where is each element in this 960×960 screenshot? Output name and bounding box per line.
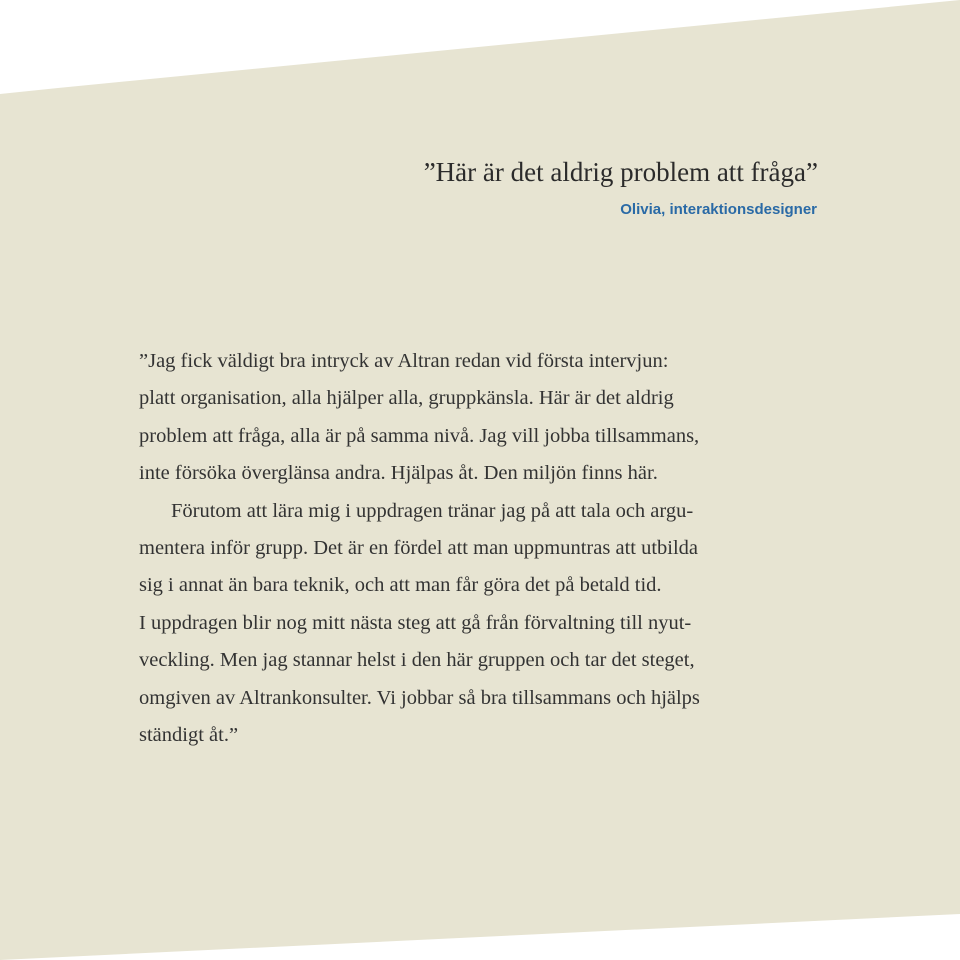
- body-line: ”Jag fick väldigt bra intryck av Altran redan vid första intervjun:: [139, 350, 669, 372]
- body-line: veckling. Men jag stannar helst i den här gruppen och tar det steget,: [139, 649, 695, 672]
- quote-headline: ”Här är det aldrig problem att fråga”: [423, 157, 818, 187]
- body-line: mentera inför grupp. Det är en fördel att man uppmuntras att utbilda: [139, 536, 699, 559]
- body-text: [139, 343, 819, 754]
- quote-attribution: Olivia, interaktionsdesigner: [620, 201, 817, 218]
- body-line: problem att fråga, alla är på samma nivå. Jag vill jobba tillsammans,: [139, 424, 700, 447]
- body-line: I uppdragen blir nog mitt nästa steg att gå från förvaltning till nyut-: [139, 611, 692, 634]
- body-line: omgiven av Altrankonsulter. Vi jobbar så bra tillsammans och hjälps: [139, 686, 700, 709]
- body-line: sig i annat än bara teknik, och att man får göra det på betald tid.: [139, 574, 662, 597]
- body-line: platt organisation, alla hjälper alla, gruppkänsla. Här är det aldrig: [139, 387, 674, 410]
- body-line: inte försöka överglänsa andra. Hjälpas åt. Den miljön finns här.: [139, 462, 658, 485]
- body-line: ständigt åt.”: [139, 723, 239, 746]
- body-line: Förutom att lära mig i uppdragen tränar jag på att tala och argu-: [171, 499, 694, 522]
